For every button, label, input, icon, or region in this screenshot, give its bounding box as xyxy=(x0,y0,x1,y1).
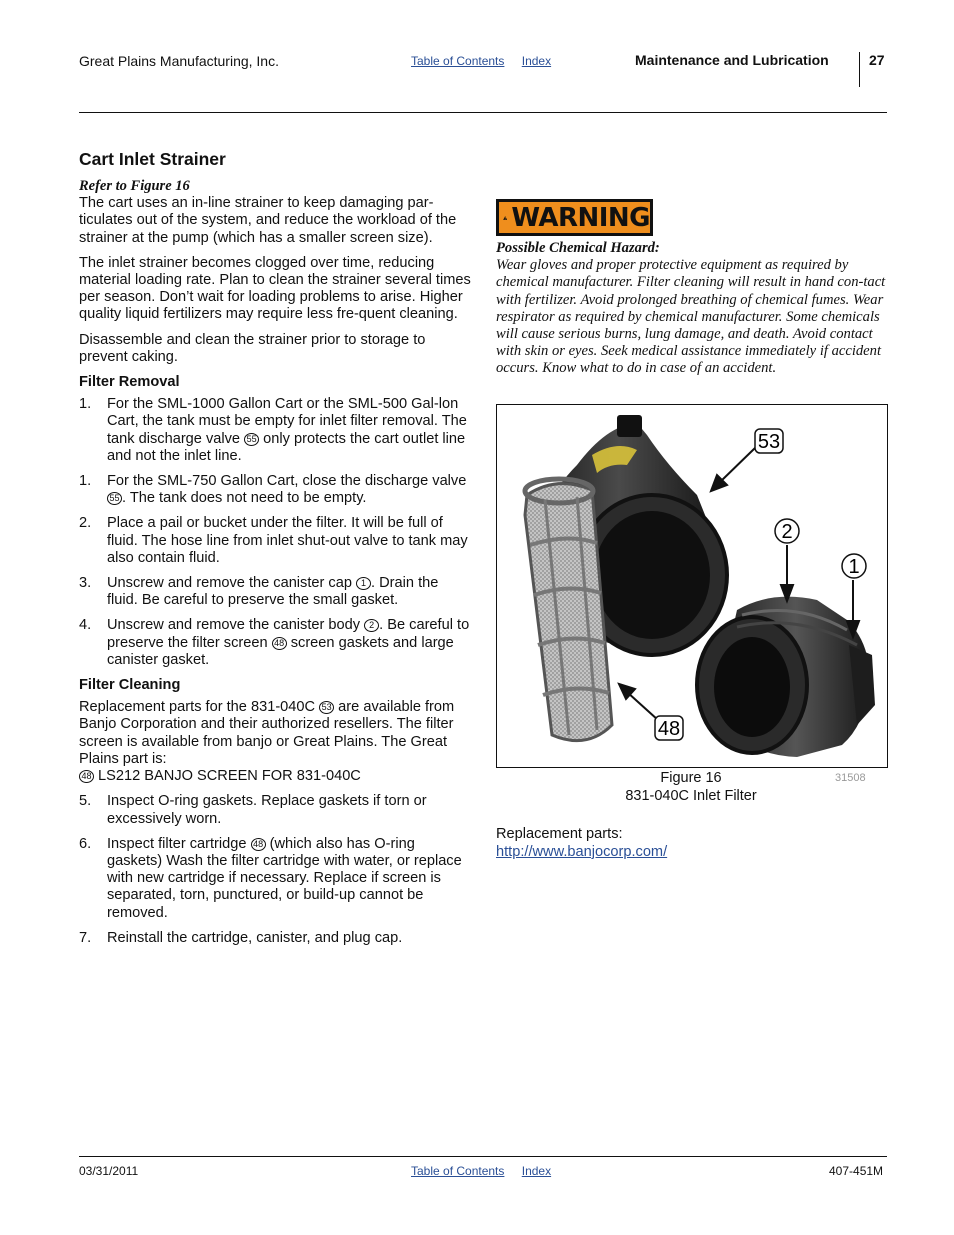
header-divider xyxy=(859,52,860,87)
figure-reference: Refer to Figure 16 xyxy=(79,178,190,194)
list-item: 3. Unscrew and remove the canister cap 1 . Drain the fluid. Be careful to preserve the small gasket. xyxy=(79,575,439,609)
warning-title: Possible Chemical Hazard: xyxy=(496,240,660,256)
intro-paragraph-3: Disassemble and clean the strainer prior to storage to prevent caking. xyxy=(79,331,426,365)
warning-triangle-icon xyxy=(503,206,507,230)
list-item: 1. For the SML-750 Gallon Cart, close the discharge valve 55 . The tank does not need to be empty. xyxy=(79,473,467,507)
footer-rule xyxy=(79,1156,887,1157)
callout-ref: 1 xyxy=(356,577,371,590)
list-item: 1. For the SML-1000 Gallon Cart or the SML-500 Gal-lon Cart, the tank must be empty for inlet filter removal. The tank discharge valve 55 only protects the cart outlet line and not the inlet line. xyxy=(79,396,467,464)
filter-removal-heading: Filter Removal xyxy=(79,374,180,391)
inlet-filter-figure xyxy=(496,404,888,768)
callout-ref: 48 xyxy=(79,770,94,783)
list-item: 2. Place a pail or bucket under the filter. It will be full of fluid. The hose line from inlet shut-out valve to tank may also contain fluid. xyxy=(79,515,468,566)
header-toc-link[interactable]: Table of Contents xyxy=(411,54,505,68)
figure-number: Figure 16 xyxy=(660,770,722,786)
part-number: LS212 BANJO SCREEN FOR 831-040C xyxy=(94,768,361,785)
filter-removal-steps xyxy=(79,396,471,669)
callout-1: 1 xyxy=(848,556,860,578)
callout-ref: 55 xyxy=(244,433,259,446)
header-links xyxy=(411,54,565,68)
filter-cleaning-steps xyxy=(79,793,471,947)
intro-paragraph-2: The inlet strainer becomes clogged over time, reducing material loading rate. Plan to clean the strainer several times per season. Don’t wait for loading problems to arise. Higher quality liquid fertilizers may require less fre-quent cleaning. xyxy=(79,254,471,323)
callout-53: 53 xyxy=(757,431,781,453)
callout-ref: 48 xyxy=(251,838,266,851)
list-item: 7. Reinstall the cartridge, canister, and plug cap. xyxy=(79,929,403,946)
filter-photo xyxy=(497,405,887,767)
list-item: 4. Unscrew and remove the canister body 2 . Be careful to preserve the filter screen 48 screen gaskets and large canister gasket. xyxy=(79,617,470,668)
header-index-link[interactable]: Index xyxy=(521,54,552,68)
section-title: Cart Inlet Strainer xyxy=(79,149,226,169)
figure-id: 31508 xyxy=(835,772,866,784)
warning-text: WARNING xyxy=(511,202,650,233)
list-item: 5. Inspect O-ring gaskets. Replace gaskets if torn or excessively worn. xyxy=(79,793,427,827)
footer-index-link[interactable]: Index xyxy=(521,1164,552,1178)
footer-links xyxy=(411,1164,565,1178)
callout-ref: 55 xyxy=(107,492,122,505)
footer-doc-number: 407-451M xyxy=(829,1164,884,1178)
header-company: Great Plains Manufacturing, Inc. xyxy=(79,53,279,69)
page-number: 27 xyxy=(869,52,885,68)
main-column xyxy=(79,148,471,955)
banjo-url-link[interactable]: http://www.banjocorp.com/ xyxy=(496,843,668,860)
header-section-title: Maintenance and Lubrication xyxy=(635,52,829,68)
callout-ref: 53 xyxy=(319,701,334,714)
figure-caption xyxy=(496,770,886,805)
warning-body: Wear gloves and proper protective equipment as required by chemical manufacturer. Filter cleaning will result in hand con-tact with fertilizer. Avoid prolonged breathing of chemical fumes. Wear respirator as required by chemical manufacturer. Some chemicals will cause serious burns, lung damage, and death. Avoid contact with skin or eyes. Seek medical assistance immediately if accident occurs. Know what to do in case of an accident. xyxy=(496,257,886,377)
replacement-parts xyxy=(496,826,667,861)
list-item: 6. Inspect filter cartridge 48 (which also has O-ring gaskets) Wash the filter cartridge with water, or replace with new cartridge if necessary. Replace if screen is separated, torn, punctured, or build-up cannot be removed. xyxy=(79,835,462,921)
footer-date: 03/31/2011 xyxy=(79,1164,139,1178)
callout-ref: 48 xyxy=(272,637,287,650)
warning-message xyxy=(496,240,888,378)
callout-2: 2 xyxy=(781,521,793,543)
figure-title: 831-040C Inlet Filter xyxy=(625,787,757,804)
filter-cleaning-paragraph: Replacement parts for the 831-040C 53 are available from Banjo Corporation and their authorized resellers. The filter screen is available from banjo or Great Plains. The Great Plains part is: 48 LS212 BANJO SCREEN FOR 831-040C xyxy=(79,699,455,785)
header-rule xyxy=(79,112,887,113)
footer-toc-link[interactable]: Table of Contents xyxy=(411,1164,505,1178)
callout-ref: 2 xyxy=(364,619,379,632)
callout-48: 48 xyxy=(657,718,681,740)
intro-paragraph-1: The cart uses an in-line strainer to keep damaging par-ticulates out of the system, and reduce the workload of the strainer at the pump (which has a smaller screen size). xyxy=(79,195,457,246)
replacement-label: Replacement parts: xyxy=(496,826,623,842)
warning-label xyxy=(496,199,653,236)
filter-cleaning-heading: Filter Cleaning xyxy=(79,677,181,694)
